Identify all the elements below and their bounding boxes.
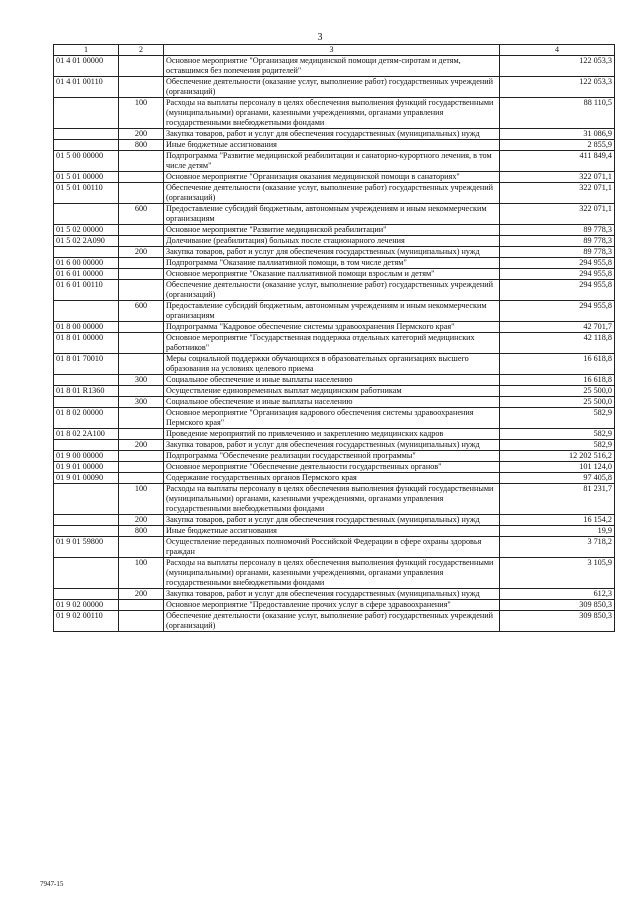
- cell-expense-kind: 800: [119, 140, 164, 151]
- cell-expense-kind: [119, 77, 164, 98]
- cell-amount: 16 154,2: [500, 515, 615, 526]
- cell-name: Основное мероприятие "Развитие медицинской реабилитации": [164, 225, 500, 236]
- table-row: [54, 56, 615, 77]
- cell-code: 01 6 01 00110: [54, 280, 119, 301]
- cell-name: Обеспечение деятельности (оказание услуг, выполнение работ) государственных учреждений (организаций): [164, 77, 500, 98]
- table-row: [54, 151, 615, 172]
- cell-amount: 294 955,8: [500, 280, 615, 301]
- cell-name: Основное мероприятие "Организация оказания медицинской помощи в санаториях": [164, 172, 500, 183]
- cell-name: Предоставление субсидий бюджетным, автономным учреждениям и иным некоммерческим организациям: [164, 301, 500, 322]
- cell-expense-kind: 200: [119, 440, 164, 451]
- cell-code: [54, 440, 119, 451]
- cell-expense-kind: [119, 537, 164, 558]
- cell-name: Обеспечение деятельности (оказание услуг, выполнение работ) государственных учреждений (организаций): [164, 183, 500, 204]
- cell-amount: 582,9: [500, 440, 615, 451]
- cell-name: Осуществление переданных полномочий Российской Федерации в сфере охраны здоровья граждан: [164, 537, 500, 558]
- cell-amount: 411 849,4: [500, 151, 615, 172]
- cell-amount: 89 778,3: [500, 225, 615, 236]
- cell-expense-kind: [119, 462, 164, 473]
- table-row: [54, 600, 615, 611]
- cell-expense-kind: [119, 269, 164, 280]
- cell-code: 01 4 01 00000: [54, 56, 119, 77]
- cell-code: 01 5 01 00110: [54, 183, 119, 204]
- table-row: [54, 589, 615, 600]
- column-header-row: [54, 45, 615, 56]
- table-row: [54, 322, 615, 333]
- cell-amount: 42 701,7: [500, 322, 615, 333]
- cell-code: [54, 247, 119, 258]
- cell-expense-kind: [119, 236, 164, 247]
- cell-name: Закупка товаров, работ и услуг для обеспечения государственных (муниципальных) нужд: [164, 589, 500, 600]
- cell-expense-kind: [119, 333, 164, 354]
- cell-amount: 3 718,2: [500, 537, 615, 558]
- cell-amount: 322 071,1: [500, 204, 615, 225]
- cell-code: [54, 589, 119, 600]
- cell-code: [54, 301, 119, 322]
- table-row: [54, 98, 615, 129]
- table-row: [54, 611, 615, 632]
- cell-amount: 16 618,8: [500, 375, 615, 386]
- cell-amount: 42 118,8: [500, 333, 615, 354]
- cell-amount: 89 778,3: [500, 247, 615, 258]
- cell-code: 01 9 01 59800: [54, 537, 119, 558]
- cell-amount: 81 231,7: [500, 484, 615, 515]
- cell-name: Закупка товаров, работ и услуг для обеспечения государственных (муниципальных) нужд: [164, 515, 500, 526]
- cell-amount: 612,3: [500, 589, 615, 600]
- column-header-amount: 4: [500, 45, 615, 56]
- cell-expense-kind: [119, 386, 164, 397]
- cell-amount: 122 053,3: [500, 56, 615, 77]
- cell-name: Осуществление единовременных выплат медицинским работникам: [164, 386, 500, 397]
- cell-expense-kind: 200: [119, 129, 164, 140]
- table-row: [54, 408, 615, 429]
- cell-amount: 309 850,3: [500, 611, 615, 632]
- cell-amount: 2 855,9: [500, 140, 615, 151]
- cell-amount: 16 618,8: [500, 354, 615, 375]
- cell-code: [54, 558, 119, 589]
- cell-expense-kind: 600: [119, 301, 164, 322]
- cell-name: Основное мероприятие "Государственная поддержка отдельных категорий медицинских работников": [164, 333, 500, 354]
- cell-name: Подпрограмма "Развитие медицинской реабилитации и санаторно-курортного лечения, в том числе детям": [164, 151, 500, 172]
- cell-amount: 3 105,9: [500, 558, 615, 589]
- cell-amount: 31 086,9: [500, 129, 615, 140]
- cell-name: Подпрограмма "Оказание паллиативной помощи, в том числе детям": [164, 258, 500, 269]
- cell-amount: 89 778,3: [500, 236, 615, 247]
- table-body: [54, 56, 615, 632]
- table-row: [54, 429, 615, 440]
- cell-expense-kind: 300: [119, 375, 164, 386]
- cell-amount: 322 071,1: [500, 172, 615, 183]
- table-row: [54, 515, 615, 526]
- footer-print-mark: 7947-15: [40, 880, 64, 888]
- column-header-name: 3: [164, 45, 500, 56]
- table-row: [54, 375, 615, 386]
- cell-name: Основное мероприятие "Организация медицинской помощи детям-сиротам и детям, оставшимся без попечения родителей": [164, 56, 500, 77]
- cell-expense-kind: [119, 280, 164, 301]
- cell-code: 01 9 01 00090: [54, 473, 119, 484]
- cell-name: Основное мероприятие "Оказание паллиативной помощи взрослым и детям": [164, 269, 500, 280]
- cell-expense-kind: 200: [119, 589, 164, 600]
- cell-expense-kind: [119, 258, 164, 269]
- table-row: [54, 280, 615, 301]
- cell-name: Подпрограмма "Кадровое обеспечение системы здравоохранения Пермского края": [164, 322, 500, 333]
- cell-amount: 294 955,8: [500, 301, 615, 322]
- cell-amount: 25 500,0: [500, 386, 615, 397]
- cell-expense-kind: [119, 429, 164, 440]
- cell-name: Иные бюджетные ассигнования: [164, 526, 500, 537]
- cell-code: 01 8 01 00000: [54, 333, 119, 354]
- cell-code: [54, 526, 119, 537]
- table-row: [54, 333, 615, 354]
- cell-expense-kind: [119, 354, 164, 375]
- cell-name: Социальное обеспечение и иные выплаты населению: [164, 375, 500, 386]
- cell-name: Закупка товаров, работ и услуг для обеспечения государственных (муниципальных) нужд: [164, 247, 500, 258]
- cell-expense-kind: [119, 151, 164, 172]
- table-row: [54, 140, 615, 151]
- cell-amount: 294 955,8: [500, 258, 615, 269]
- cell-amount: 322 071,1: [500, 183, 615, 204]
- table-row: [54, 172, 615, 183]
- cell-name: Подпрограмма "Обеспечение реализации государственной программы": [164, 451, 500, 462]
- cell-expense-kind: 300: [119, 397, 164, 408]
- table-row: [54, 440, 615, 451]
- table-row: [54, 236, 615, 247]
- page-number: 3: [317, 32, 323, 43]
- cell-name: Меры социальной поддержки обучающихся в образовательных организациях высшего образования на условиях целевого приема: [164, 354, 500, 375]
- cell-expense-kind: 200: [119, 247, 164, 258]
- cell-code: 01 8 02 2А100: [54, 429, 119, 440]
- cell-code: 01 8 01 70010: [54, 354, 119, 375]
- cell-amount: 88 110,5: [500, 98, 615, 129]
- cell-expense-kind: [119, 611, 164, 632]
- cell-code: [54, 204, 119, 225]
- cell-name: Основное мероприятие "Предоставление прочих услуг в сфере здравоохранения": [164, 600, 500, 611]
- cell-amount: 101 124,0: [500, 462, 615, 473]
- cell-code: 01 5 02 2А090: [54, 236, 119, 247]
- table-row: [54, 526, 615, 537]
- cell-name: Проведение мероприятий по привлечению и закреплению медицинских кадров: [164, 429, 500, 440]
- column-header-code: 1: [54, 45, 119, 56]
- cell-amount: 12 202 516,2: [500, 451, 615, 462]
- table-row: [54, 269, 615, 280]
- table-row: [54, 462, 615, 473]
- cell-name: Расходы на выплаты персоналу в целях обеспечения выполнения функций государственными (муниципальными) органами, казенными учреждениями, органами управления государственными внебюджетными фондами: [164, 98, 500, 129]
- cell-expense-kind: 100: [119, 484, 164, 515]
- cell-code: [54, 515, 119, 526]
- cell-code: [54, 484, 119, 515]
- cell-expense-kind: [119, 451, 164, 462]
- cell-expense-kind: 100: [119, 558, 164, 589]
- cell-name: Социальное обеспечение и иные выплаты населению: [164, 397, 500, 408]
- cell-expense-kind: [119, 408, 164, 429]
- cell-expense-kind: 800: [119, 526, 164, 537]
- cell-name: Закупка товаров, работ и услуг для обеспечения государственных (муниципальных) нужд: [164, 440, 500, 451]
- cell-name: Закупка товаров, работ и услуг для обеспечения государственных (муниципальных) нужд: [164, 129, 500, 140]
- cell-code: [54, 98, 119, 129]
- cell-amount: 97 405,8: [500, 473, 615, 484]
- cell-name: Расходы на выплаты персоналу в целях обеспечения выполнения функций государственными (муниципальными) органами, казенными учреждениями, органами управления государственными внебюджетными фондами: [164, 558, 500, 589]
- cell-code: 01 8 01 R1360: [54, 386, 119, 397]
- table-row: [54, 301, 615, 322]
- cell-amount: 309 850,3: [500, 600, 615, 611]
- cell-expense-kind: [119, 322, 164, 333]
- cell-code: 01 9 02 00000: [54, 600, 119, 611]
- cell-amount: 122 053,3: [500, 77, 615, 98]
- table-row: [54, 204, 615, 225]
- cell-name: Долечивание (реабилитация) больных после стационарного лечения: [164, 236, 500, 247]
- table-row: [54, 183, 615, 204]
- cell-code: 01 5 01 00000: [54, 172, 119, 183]
- cell-code: [54, 375, 119, 386]
- cell-code: 01 9 00 00000: [54, 451, 119, 462]
- cell-code: 01 9 01 00000: [54, 462, 119, 473]
- cell-code: [54, 129, 119, 140]
- cell-code: 01 8 02 00000: [54, 408, 119, 429]
- cell-name: Расходы на выплаты персоналу в целях обеспечения выполнения функций государственными (муниципальными) органами, казенными учреждениями, органами управления государственными внебюджетными фондами: [164, 484, 500, 515]
- cell-code: 01 5 00 00000: [54, 151, 119, 172]
- table-row: [54, 386, 615, 397]
- cell-amount: 582,9: [500, 408, 615, 429]
- cell-code: 01 6 00 00000: [54, 258, 119, 269]
- cell-expense-kind: [119, 225, 164, 236]
- cell-amount: 19,9: [500, 526, 615, 537]
- cell-amount: 582,9: [500, 429, 615, 440]
- cell-expense-kind: 100: [119, 98, 164, 129]
- cell-code: 01 6 01 00000: [54, 269, 119, 280]
- table-row: [54, 537, 615, 558]
- cell-expense-kind: [119, 473, 164, 484]
- cell-amount: 25 500,0: [500, 397, 615, 408]
- cell-expense-kind: [119, 183, 164, 204]
- budget-table: [53, 44, 615, 632]
- cell-code: 01 8 00 00000: [54, 322, 119, 333]
- table-row: [54, 77, 615, 98]
- cell-code: 01 4 01 00110: [54, 77, 119, 98]
- cell-name: Иные бюджетные ассигнования: [164, 140, 500, 151]
- table-row: [54, 451, 615, 462]
- cell-code: 01 5 02 00000: [54, 225, 119, 236]
- cell-expense-kind: [119, 172, 164, 183]
- cell-name: Основное мероприятие "Обеспечение деятельности государственных органов": [164, 462, 500, 473]
- table-row: [54, 397, 615, 408]
- column-header-kind: 2: [119, 45, 164, 56]
- cell-name: Предоставление субсидий бюджетным, автономным учреждениям и иным некоммерческим организациям: [164, 204, 500, 225]
- table-row: [54, 129, 615, 140]
- cell-code: [54, 397, 119, 408]
- table-row: [54, 473, 615, 484]
- table-row: [54, 484, 615, 515]
- cell-name: Основное мероприятие "Организация кадрового обеспечения системы здравоохранения Пермского края": [164, 408, 500, 429]
- cell-amount: 294 955,8: [500, 269, 615, 280]
- table-row: [54, 258, 615, 269]
- table-row: [54, 558, 615, 589]
- table-row: [54, 247, 615, 258]
- cell-expense-kind: [119, 600, 164, 611]
- cell-name: Содержание государственных органов Пермского края: [164, 473, 500, 484]
- cell-code: 01 9 02 00110: [54, 611, 119, 632]
- table-row: [54, 354, 615, 375]
- cell-name: Обеспечение деятельности (оказание услуг, выполнение работ) государственных учреждений (организаций): [164, 280, 500, 301]
- cell-code: [54, 140, 119, 151]
- table-row: [54, 225, 615, 236]
- cell-name: Обеспечение деятельности (оказание услуг, выполнение работ) государственных учреждений (организаций): [164, 611, 500, 632]
- cell-expense-kind: [119, 56, 164, 77]
- cell-expense-kind: 200: [119, 515, 164, 526]
- cell-expense-kind: 600: [119, 204, 164, 225]
